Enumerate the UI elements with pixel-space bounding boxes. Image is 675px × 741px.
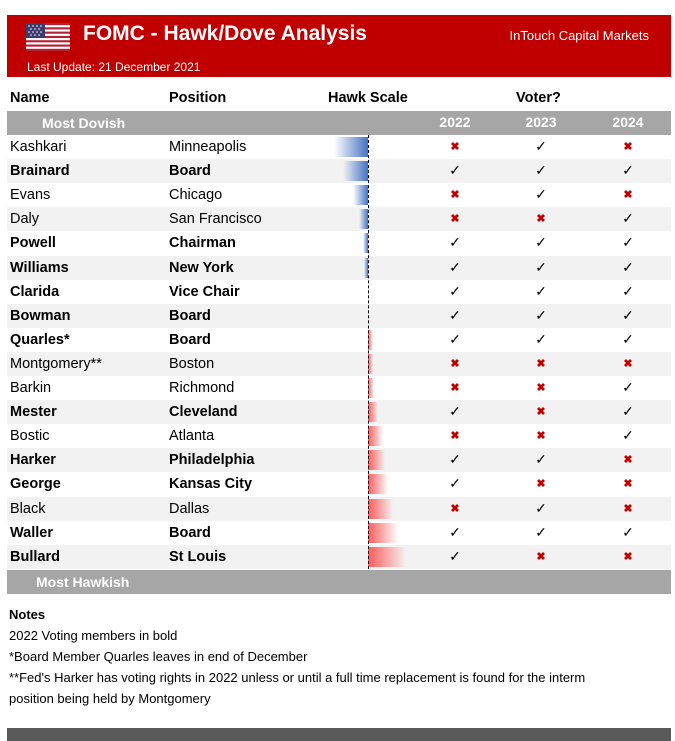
member-name: Clarida	[10, 283, 60, 300]
cross-icon: ✖	[623, 478, 633, 491]
footer-bar	[7, 728, 671, 741]
cross-icon: ✖	[450, 141, 460, 153]
table-row	[7, 424, 671, 448]
table-row	[7, 328, 671, 352]
checkmark-icon: ✓	[449, 475, 461, 492]
member-position: Boston	[169, 355, 215, 372]
checkmark-icon: ✓	[449, 547, 461, 564]
most-dovish-label: Most Dovish	[42, 115, 126, 131]
checkmark-icon: ✓	[535, 330, 547, 347]
table-row	[7, 256, 671, 280]
cross-icon: ✖	[450, 382, 460, 394]
member-position: Cleveland	[169, 404, 238, 421]
member-name: Waller	[10, 524, 53, 541]
checkmark-icon: ✓	[535, 162, 547, 179]
member-name: Black	[10, 500, 46, 517]
checkmark-icon: ✓	[622, 282, 634, 299]
table-row	[7, 472, 671, 496]
table-row	[7, 304, 671, 328]
member-position: Board	[169, 307, 211, 324]
checkmark-icon: ✓	[535, 186, 547, 203]
checkmark-icon: ✓	[622, 523, 634, 540]
member-position: Chairman	[169, 235, 236, 252]
member-name: Williams	[10, 259, 69, 276]
member-name: Barkin	[10, 380, 52, 396]
us-flag-icon	[26, 23, 70, 51]
cross-icon: ✖	[450, 357, 460, 370]
table-row	[7, 545, 671, 569]
checkmark-icon: ✓	[535, 523, 547, 540]
member-position: Board	[169, 163, 211, 180]
year-2024-header: 2024	[612, 114, 644, 130]
member-name: Powell	[10, 235, 56, 252]
checkmark-icon: ✓	[622, 427, 634, 444]
checkmark-icon: ✓	[449, 451, 461, 468]
brand-name: InTouch Capital Markets	[509, 28, 649, 43]
member-name: Harker	[10, 452, 56, 469]
checkmark-icon: ✓	[535, 499, 547, 516]
hawk-scale-neutral-line	[368, 135, 369, 569]
member-name: Mester	[10, 404, 57, 421]
year-2023-header: 2023	[525, 114, 557, 130]
dove-scale-bar	[343, 161, 368, 181]
table-row	[7, 207, 671, 231]
hawk-scale-bar	[368, 450, 385, 470]
member-name: Montgomery**	[10, 355, 102, 372]
cross-icon: ✖	[536, 478, 546, 491]
year-2022-header: 2022	[439, 114, 471, 130]
member-name: Bullard	[10, 548, 60, 565]
member-position: Board	[169, 524, 211, 541]
member-position: Chicago	[169, 187, 223, 204]
table-row	[7, 135, 671, 159]
member-position: San Francisco	[169, 211, 262, 228]
checkmark-icon: ✓	[535, 282, 547, 299]
checkmark-icon: ✓	[535, 451, 547, 468]
checkmark-icon: ✓	[535, 306, 547, 323]
checkmark-icon: ✓	[622, 306, 634, 323]
table-row	[7, 400, 671, 424]
checkmark-icon: ✓	[622, 403, 634, 420]
cross-icon: ✖	[623, 189, 633, 202]
member-position: New York	[169, 259, 234, 276]
checkmark-icon: ✓	[622, 379, 634, 395]
most-hawkish-label: Most Hawkish	[36, 574, 130, 590]
most-dovish-band	[7, 111, 671, 135]
table-row	[7, 183, 671, 207]
checkmark-icon: ✓	[449, 306, 461, 323]
cross-icon: ✖	[536, 550, 546, 563]
member-name: Kashkari	[10, 139, 67, 155]
checkmark-icon: ✓	[622, 210, 634, 227]
table-row	[7, 280, 671, 304]
checkmark-icon: ✓	[535, 138, 547, 154]
member-name: Daly	[10, 211, 40, 228]
cross-icon: ✖	[450, 430, 460, 443]
dove-scale-bar	[353, 185, 368, 205]
member-name: Evans	[10, 187, 51, 204]
table-row	[7, 448, 671, 472]
cross-icon: ✖	[536, 357, 546, 370]
most-hawkish-band	[7, 570, 671, 594]
checkmark-icon: ✓	[449, 258, 461, 275]
table-row	[7, 352, 671, 376]
checkmark-icon: ✓	[449, 282, 461, 299]
checkmark-icon: ✓	[535, 258, 547, 275]
cross-icon: ✖	[450, 189, 460, 202]
note-line: **Fed's Harker has voting rights in 2022 unless or until a full time replacement is found for the interm	[9, 670, 586, 685]
member-position: Vice Chair	[169, 283, 240, 300]
cross-icon: ✖	[450, 502, 460, 515]
checkmark-icon: ✓	[622, 258, 634, 275]
checkmark-icon: ✓	[622, 234, 634, 251]
cross-icon: ✖	[536, 213, 546, 226]
notes-title: Notes	[9, 607, 46, 622]
checkmark-icon: ✓	[535, 234, 547, 251]
member-position: Philadelphia	[169, 452, 255, 469]
checkmark-icon: ✓	[622, 330, 634, 347]
note-line: *Board Member Quarles leaves in end of December	[9, 649, 308, 664]
hawk-scale-bar	[368, 426, 383, 446]
table-row	[7, 521, 671, 545]
notes-section	[9, 604, 585, 709]
dove-scale-bar	[359, 209, 368, 229]
note-line: position being held by Montgomery	[9, 691, 211, 706]
table-row	[7, 376, 671, 400]
note-line: 2022 Voting members in bold	[9, 628, 178, 643]
col-header-hawk-scale: Hawk Scale	[328, 90, 408, 106]
member-position: Minneapolis	[169, 139, 247, 155]
cross-icon: ✖	[536, 430, 546, 443]
member-position: Kansas City	[169, 476, 253, 493]
dove-scale-bar	[334, 137, 368, 157]
checkmark-icon: ✓	[449, 162, 461, 179]
page-title: FOMC - Hawk/Dove Analysis	[83, 22, 367, 45]
cross-icon: ✖	[450, 213, 460, 226]
cross-icon: ✖	[623, 454, 633, 467]
member-position: St Louis	[169, 548, 227, 565]
checkmark-icon: ✓	[449, 234, 461, 251]
member-position: Board	[169, 331, 211, 348]
cross-icon: ✖	[536, 406, 546, 419]
cross-icon: ✖	[623, 141, 633, 153]
member-position: Atlanta	[169, 428, 215, 445]
member-position: Dallas	[169, 500, 210, 517]
checkmark-icon: ✓	[449, 403, 461, 420]
table-row	[7, 231, 671, 255]
member-name: Quarles*	[10, 331, 70, 348]
member-name: Bostic	[10, 428, 50, 445]
member-name: George	[10, 476, 61, 493]
cross-icon: ✖	[623, 357, 633, 370]
member-name: Bowman	[10, 307, 71, 324]
table-row	[7, 159, 671, 183]
cross-icon: ✖	[536, 382, 546, 394]
col-header-position: Position	[169, 90, 227, 106]
hawk-scale-bar	[368, 402, 378, 422]
checkmark-icon: ✓	[622, 162, 634, 179]
col-header-voter: Voter?	[516, 90, 561, 106]
header-banner	[7, 15, 671, 77]
member-position: Richmond	[169, 380, 235, 396]
hawk-scale-bar	[368, 499, 393, 519]
checkmark-icon: ✓	[449, 330, 461, 347]
hawk-scale-bar	[368, 474, 388, 494]
hawk-scale-bar	[368, 523, 398, 543]
last-update: Last Update: 21 December 2021	[27, 60, 201, 74]
table-row	[7, 497, 671, 521]
checkmark-icon: ✓	[449, 523, 461, 540]
member-name: Brainard	[10, 163, 70, 180]
cross-icon: ✖	[623, 550, 633, 563]
col-header-name: Name	[10, 90, 50, 106]
cross-icon: ✖	[623, 502, 633, 515]
hawk-scale-bar	[368, 547, 406, 567]
